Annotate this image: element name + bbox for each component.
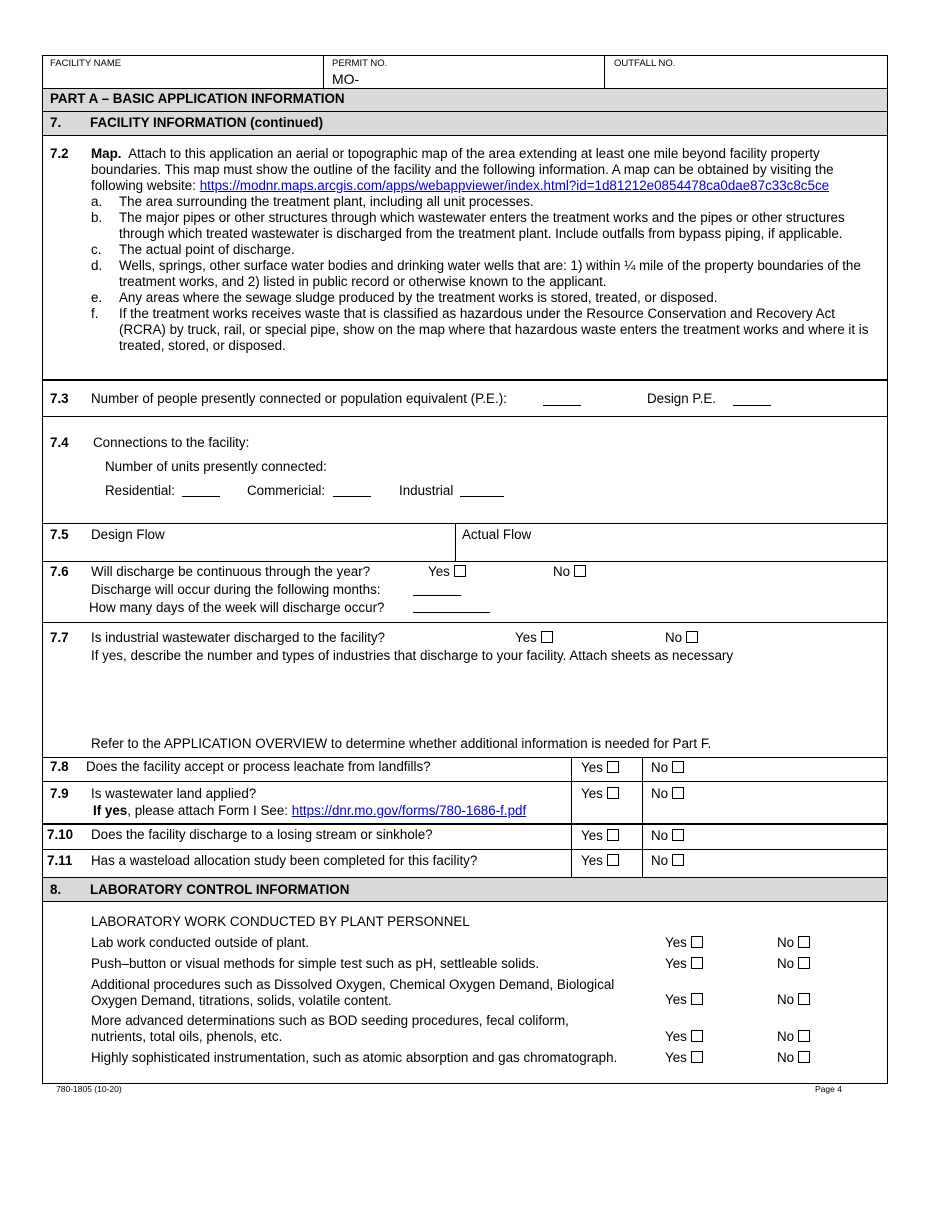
list-item: b. The major pipes or other structures through which wastewater enters the treatment works and the pipes or other structures through which treated wastewater is discharged from the treatment plant. Include outfalls from bypass piping, if applicable. [91, 210, 845, 241]
q7-11-number: 7.11 [47, 853, 73, 868]
q7-10-yes[interactable]: Yes [581, 828, 619, 843]
no-checkbox[interactable] [798, 1051, 810, 1063]
no-checkbox[interactable] [798, 957, 810, 969]
no-checkbox[interactable] [686, 631, 698, 643]
divider [42, 135, 888, 136]
permit-label: PERMIT NO. [332, 58, 388, 69]
part-a-title: PART A – BASIC APPLICATION INFORMATION [50, 91, 345, 106]
no-checkbox[interactable] [574, 565, 586, 577]
q7-6-no[interactable]: No [553, 564, 586, 579]
residential-field[interactable] [182, 482, 220, 497]
page-number: Page 4 [815, 1084, 842, 1094]
yes-checkbox[interactable] [691, 1030, 703, 1042]
outfall-label: OUTFALL NO. [614, 58, 676, 69]
lab-yes[interactable]: Yes [665, 992, 703, 1007]
q7-2-body [91, 146, 881, 354]
lab-no[interactable]: No [777, 935, 810, 950]
design-flow-label: Design Flow [91, 527, 165, 542]
list-item: e. Any areas where the sewage sludge produced by the treatment works is stored, treated, or disposed. [91, 290, 718, 305]
q7-9-number: 7.9 [50, 786, 69, 801]
lab-item: Additional procedures such as Dissolved Oxygen, Chemical Oxygen Demand, Biological Oxygen Demand, titrations, solids, volatile content. [91, 977, 615, 1008]
q7-6-yes[interactable]: Yes [428, 564, 466, 579]
q7-2-lead: Map. [91, 146, 122, 161]
q7-8-number: 7.8 [50, 759, 69, 774]
divider [42, 849, 888, 850]
lab-subhead: LABORATORY WORK CONDUCTED BY PLANT PERSONNEL [91, 914, 470, 929]
q7-9-note: If yes, please attach Form I See: https://dnr.mo.gov/forms/780-1686-f.pdf [93, 803, 527, 818]
design-pe-label: Design P.E. [647, 391, 716, 406]
list-item: a. The area surrounding the treatment plant, including all unit processes. [91, 194, 534, 209]
yes-checkbox[interactable] [691, 993, 703, 1005]
section-8-title: LABORATORY CONTROL INFORMATION [90, 882, 350, 897]
facility-name-label: FACILITY NAME [50, 58, 122, 69]
q7-7-yes[interactable]: Yes [515, 630, 553, 645]
no-checkbox[interactable] [672, 787, 684, 799]
divider [42, 88, 888, 89]
q7-7-line2: If yes, describe the number and types of industries that discharge to your facility. Attach sheets as necessary [91, 648, 734, 663]
form-i-link[interactable]: https://dnr.mo.gov/forms/780-1686-f.pdf [291, 803, 527, 818]
lab-no[interactable]: No [777, 1029, 810, 1044]
q7-4-number: 7.4 [50, 435, 69, 450]
q7-7-no[interactable]: No [665, 630, 698, 645]
commercial-label: Commericial: [247, 483, 326, 498]
divider [642, 757, 643, 878]
q7-5-number: 7.5 [50, 527, 69, 542]
yes-checkbox[interactable] [541, 631, 553, 643]
no-checkbox[interactable] [672, 854, 684, 866]
list-item: d. Wells, springs, other surface water bodies and drinking water wells that are: 1) within ¼ mile of the property boundaries of the treatment works, and 2) listed in public record or otherwise known to the applicant. [91, 258, 861, 289]
q7-4-title: Connections to the facility: [93, 435, 250, 450]
divider [323, 55, 324, 88]
divider [571, 757, 572, 878]
lab-yes[interactable]: Yes [665, 956, 703, 971]
design-pe-field[interactable] [733, 391, 771, 406]
no-checkbox[interactable] [672, 761, 684, 773]
divider [42, 877, 888, 878]
list-item: f. If the treatment works receives waste that is classified as hazardous under the Resource Conservation and Recovery Act (RCRA) by truck, rail, or special pipe, show on the map where that hazardous waste enters the treatment works and where it is treated, stored, or disposed. [91, 306, 869, 353]
divider [42, 781, 888, 782]
section-8-number: 8. [50, 882, 62, 897]
lab-yes[interactable]: Yes [665, 1050, 703, 1065]
section-7-number: 7. [50, 115, 62, 130]
q7-11-no[interactable]: No [651, 853, 684, 868]
q7-2-number: 7.2 [50, 146, 69, 161]
days-field[interactable] [413, 598, 490, 613]
yes-checkbox[interactable] [691, 957, 703, 969]
q7-11-text: Has a wasteload allocation study been completed for this facility? [91, 853, 478, 868]
q7-9-no[interactable]: No [651, 786, 684, 801]
no-checkbox[interactable] [798, 936, 810, 948]
q7-10-no[interactable]: No [651, 828, 684, 843]
permit-value[interactable]: MO- [332, 71, 360, 87]
no-checkbox[interactable] [798, 1030, 810, 1042]
yes-checkbox[interactable] [691, 1051, 703, 1063]
lab-no[interactable]: No [777, 1050, 810, 1065]
q7-7-line1: Is industrial wastewater discharged to the facility? [91, 630, 385, 645]
divider [42, 523, 888, 524]
yes-checkbox[interactable] [607, 761, 619, 773]
yes-checkbox[interactable] [607, 787, 619, 799]
lab-item: Highly sophisticated instrumentation, such as atomic absorption and gas chromatograph. [91, 1050, 618, 1065]
lab-no[interactable]: No [777, 956, 810, 971]
industrial-field[interactable] [460, 482, 504, 497]
yes-checkbox[interactable] [691, 936, 703, 948]
actual-flow-label: Actual Flow [462, 527, 532, 542]
q7-8-no[interactable]: No [651, 760, 684, 775]
divider [455, 523, 456, 561]
lab-yes[interactable]: Yes [665, 1029, 703, 1044]
lab-yes[interactable]: Yes [665, 935, 703, 950]
q7-6-line2: Discharge will occur during the following months: [91, 582, 381, 597]
section-7-title: FACILITY INFORMATION (continued) [90, 115, 324, 130]
yes-checkbox[interactable] [607, 829, 619, 841]
divider [42, 823, 888, 825]
q7-4-sub: Number of units presently connected: [105, 459, 327, 474]
divider [42, 757, 888, 758]
form-number: 780-1805 (10-20) [56, 1084, 122, 1094]
yes-checkbox[interactable] [607, 854, 619, 866]
q7-6-number: 7.6 [50, 564, 69, 579]
lab-item: Push–button or visual methods for simple test such as pH, settleable solids. [91, 956, 540, 971]
q7-11-yes[interactable]: Yes [581, 853, 619, 868]
q7-3-number: 7.3 [50, 391, 69, 406]
no-checkbox[interactable] [798, 993, 810, 1005]
divider [42, 901, 888, 902]
industrial-label: Industrial [399, 483, 454, 498]
q7-8-yes[interactable]: Yes [581, 760, 619, 775]
q7-10-number: 7.10 [47, 827, 74, 842]
pe-field[interactable] [543, 391, 581, 406]
q7-6-line1: Will discharge be continuous through the year? [91, 564, 371, 579]
q7-2-intro: Map. Attach to this application an aerial or topographic map of the area extending at least one mile beyond facility property boundaries. This map must show the outline of the facility and the following information. A map can be obtained by visiting the following website: https://modnr.maps.arcgis.com/apps/webappviewer/index.html?id=1d81212e0854478ca0dae87c33c8c5ce [91, 146, 834, 193]
map-link[interactable]: https://modnr.maps.arcgis.com/apps/webappviewer/index.html?id=1d81212e0854478ca0dae87c33c8c5ce [199, 178, 830, 193]
divider [42, 111, 888, 112]
divider [42, 416, 888, 417]
q7-10-text: Does the facility discharge to a losing stream or sinkhole? [91, 827, 433, 842]
q7-6-line3: How many days of the week will discharge occur? [89, 600, 385, 615]
lab-item: More advanced determinations such as BOD seeding procedures, fecal coliform, nutrients, total oils, phenols, etc. [91, 1013, 569, 1044]
q7-7-number: 7.7 [50, 630, 69, 645]
list-item: c. The actual point of discharge. [91, 242, 295, 257]
lab-no[interactable]: No [777, 992, 810, 1007]
q7-3-text: Number of people presently connected or population equivalent (P.E.): [91, 391, 507, 406]
q7-9-text: Is wastewater land applied? [91, 786, 257, 801]
months-field[interactable] [413, 581, 461, 596]
no-checkbox[interactable] [672, 829, 684, 841]
q7-7-refer: Refer to the APPLICATION OVERVIEW to determine whether additional information is needed for Part F. [91, 736, 712, 751]
lab-item: Lab work conducted outside of plant. [91, 935, 310, 950]
residential-label: Residential: [105, 483, 175, 498]
divider [42, 622, 888, 623]
yes-checkbox[interactable] [454, 565, 466, 577]
q7-8-text: Does the facility accept or process leachate from landfills? [86, 759, 431, 774]
divider [42, 379, 888, 381]
q7-9-yes[interactable]: Yes [581, 786, 619, 801]
divider [42, 561, 888, 562]
commercial-field[interactable] [333, 482, 371, 497]
divider [604, 55, 605, 88]
